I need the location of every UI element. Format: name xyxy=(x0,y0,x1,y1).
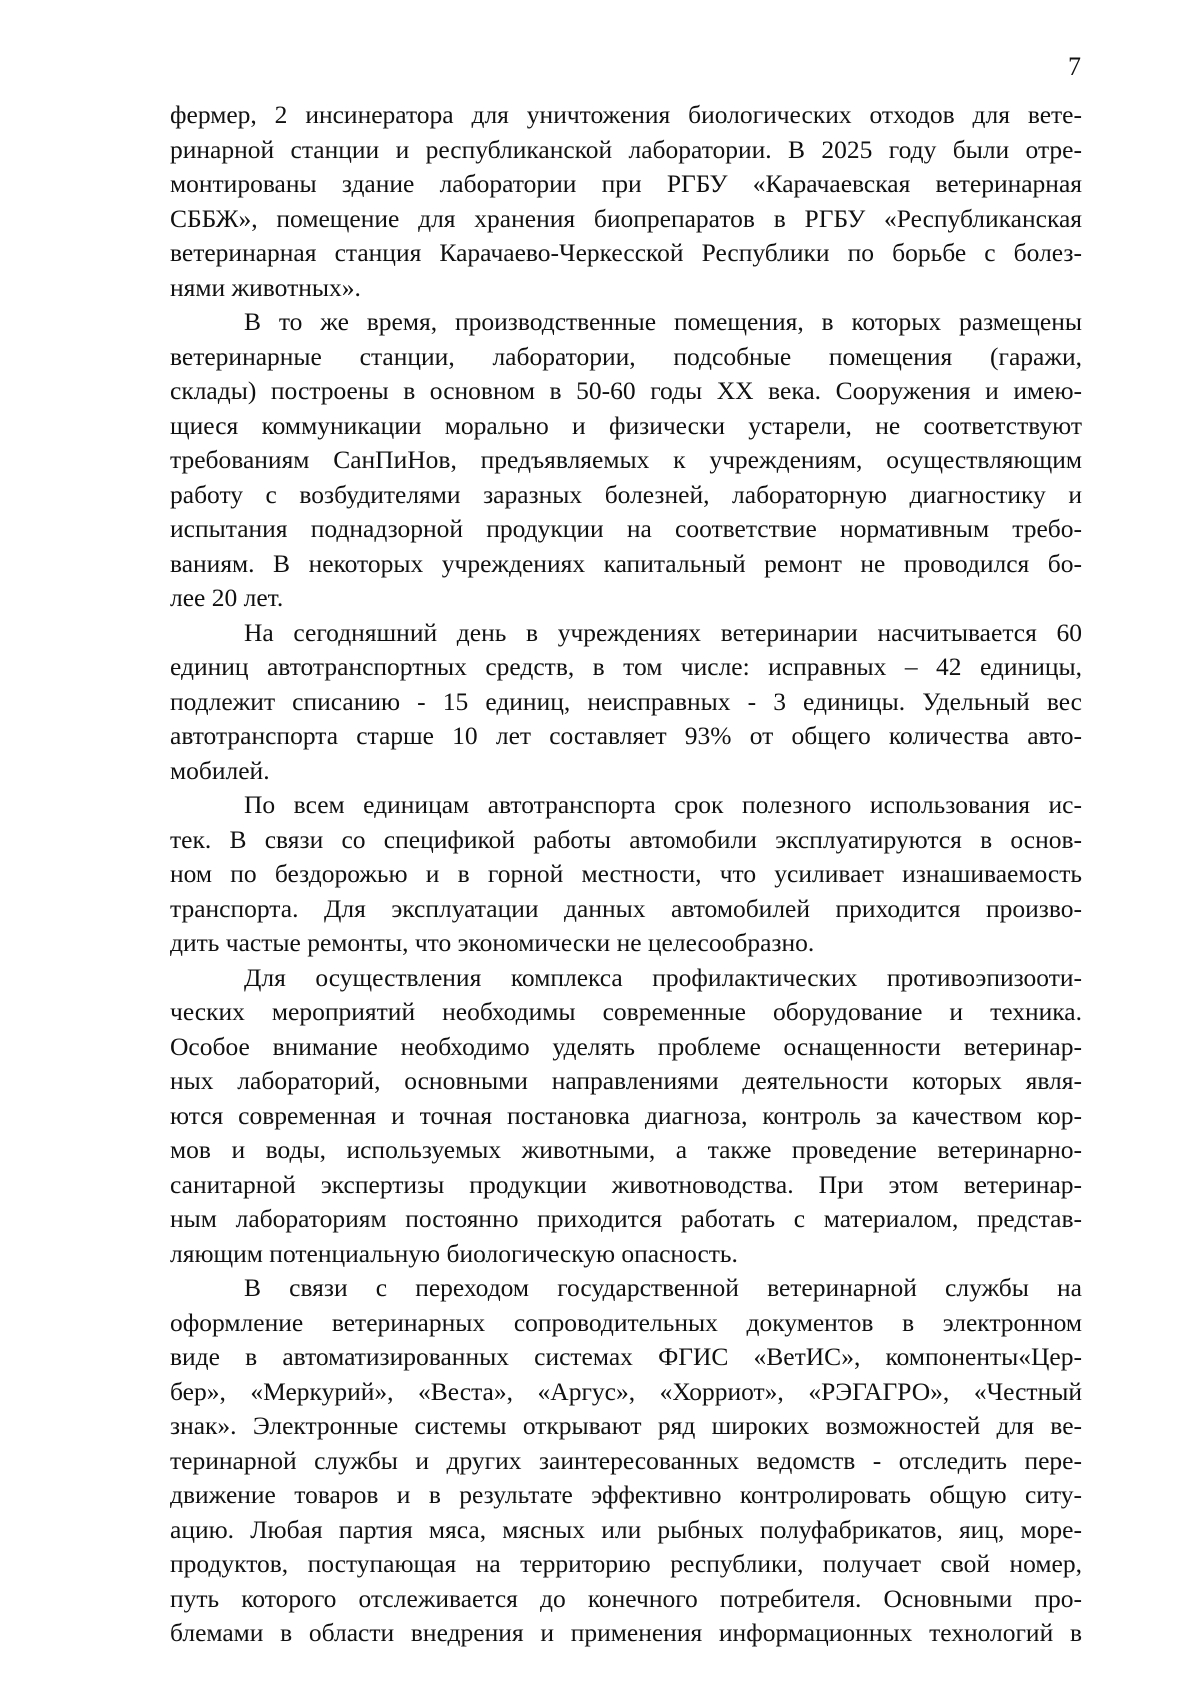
page-number: 7 xyxy=(1068,52,1081,81)
text-line: автотранспорта старше 10 лет составляет 93% от общего количества авто- xyxy=(170,721,1082,750)
text-line: знак». Электронные системы открывают ряд широких возможностей для ве- xyxy=(170,1411,1082,1440)
text-line: мов и воды, используемых животными, а также проведение ветеринарно- xyxy=(170,1135,1082,1164)
paragraph xyxy=(170,961,1082,1272)
text-line: ческих мероприятий необходимы современные оборудование и техника. xyxy=(170,997,1082,1026)
text-line: тек. В связи со спецификой работы автомобили эксплуатируются в основ- xyxy=(170,824,1082,854)
text-line: мобилей. xyxy=(170,755,270,785)
paragraph xyxy=(170,1271,1082,1651)
text-line: санитарной экспертизы продукции животноводства. При этом ветеринар- xyxy=(170,1169,1082,1199)
text-line: фермер, 2 инсинератора для уничтожения биологических отходов для вете- xyxy=(170,100,1082,129)
text-line: ном по бездорожью и в горной местности, что усиливает изнашиваемость xyxy=(170,859,1082,888)
text-line: склады) построены в основном в 50-60 годы XX века. Сооружения и имею- xyxy=(170,376,1082,405)
text-line: ветеринарные станции, лаборатории, подсобные помещения (гаражи, xyxy=(170,341,1082,371)
text-line: ринарной станции и республиканской лаборатории. В 2025 году были отре- xyxy=(170,134,1082,164)
text-line: ляющим потенциальную биологическую опасность. xyxy=(170,1238,738,1268)
text-line: бер», «Меркурий», «Веста», «Аргус», «Хорриот», «РЭГАГРО», «Честный xyxy=(170,1376,1082,1406)
paragraph xyxy=(170,616,1082,789)
text-line: СББЖ», помещение для хранения биопрепаратов в РГБУ «Республиканская xyxy=(170,203,1082,233)
text-line: ются современная и точная постановка диагноза, контроль за качеством кор- xyxy=(170,1100,1082,1130)
text-line: ных лабораторий, основными направлениями деятельности которых явля- xyxy=(170,1066,1082,1095)
text-line: ным лабораториям постоянно приходится работать с материалом, представ- xyxy=(170,1204,1082,1233)
text-line: подлежит списанию - 15 единиц, неисправных - 3 единицы. Удельный вес xyxy=(170,686,1082,716)
text-line: По всем единицам автотранспорта срок полезного использования ис- xyxy=(244,790,1082,819)
text-line: ацию. Любая партия мяса, мясных или рыбных полуфабрикатов, яиц, море- xyxy=(170,1514,1082,1544)
paragraph xyxy=(170,788,1082,961)
text-line: монтированы здание лаборатории при РГБУ «Карачаевская ветеринарная xyxy=(170,169,1082,198)
text-line: На сегодняшний день в учреждениях ветеринарии насчитывается 60 xyxy=(244,617,1082,647)
text-line: единиц автотранспортных средств, в том числе: исправных – 42 единицы, xyxy=(170,652,1082,681)
text-line: виде в автоматизированных системах ФГИС «ВетИС», компоненты«Цер- xyxy=(170,1342,1082,1371)
text-line: работу с возбудителями заразных болезней, лабораторную диагностику и xyxy=(170,479,1082,509)
text-line: ваниям. В некоторых учреждениях капитальный ремонт не проводился бо- xyxy=(170,548,1082,578)
text-line: Особое внимание необходимо уделять проблеме оснащенности ветеринар- xyxy=(170,1031,1082,1061)
paragraph xyxy=(170,98,1082,305)
text-line: дить частые ремонты, что экономически не целесообразно. xyxy=(170,928,815,957)
text-line: лее 20 лет. xyxy=(170,583,284,612)
text-line: блемами в области внедрения и применения информационных технологий в xyxy=(170,1618,1082,1647)
text-line: ветеринарная станция Карачаево-Черкесской Республики по борьбе с болез- xyxy=(170,238,1082,267)
text-line: Для осуществления комплекса профилактических противоэпизооти- xyxy=(244,962,1082,992)
text-line: щиеся коммуникации морально и физически устарели, не соответствуют xyxy=(170,410,1082,440)
text-line: испытания поднадзорной продукции на соответствие нормативным требо- xyxy=(170,514,1082,543)
text-line: движение товаров и в результате эффективно контролировать общую ситу- xyxy=(170,1480,1082,1509)
text-line: транспорта. Для эксплуатации данных автомобилей приходится произво- xyxy=(170,893,1082,923)
text-line: путь которого отслеживается до конечного потребителя. Основными про- xyxy=(170,1583,1082,1613)
text-line: нями животных». xyxy=(170,272,361,302)
text-line: продуктов, поступающая на территорию республики, получает свой номер, xyxy=(170,1549,1082,1578)
text-line: требованиям СанПиНов, предъявляемых к учреждениям, осуществляющим xyxy=(170,445,1082,474)
text-line: В связи с переходом государственной ветеринарной службы на xyxy=(244,1273,1082,1302)
document-body xyxy=(170,98,1082,1651)
text-line: оформление ветеринарных сопроводительных документов в электронном xyxy=(170,1307,1082,1337)
text-line: В то же время, производственные помещения, в которых размещены xyxy=(244,307,1082,336)
text-line: теринарной службы и других заинтересованных ведомств - отследить пере- xyxy=(170,1445,1082,1475)
paragraph xyxy=(170,305,1082,616)
